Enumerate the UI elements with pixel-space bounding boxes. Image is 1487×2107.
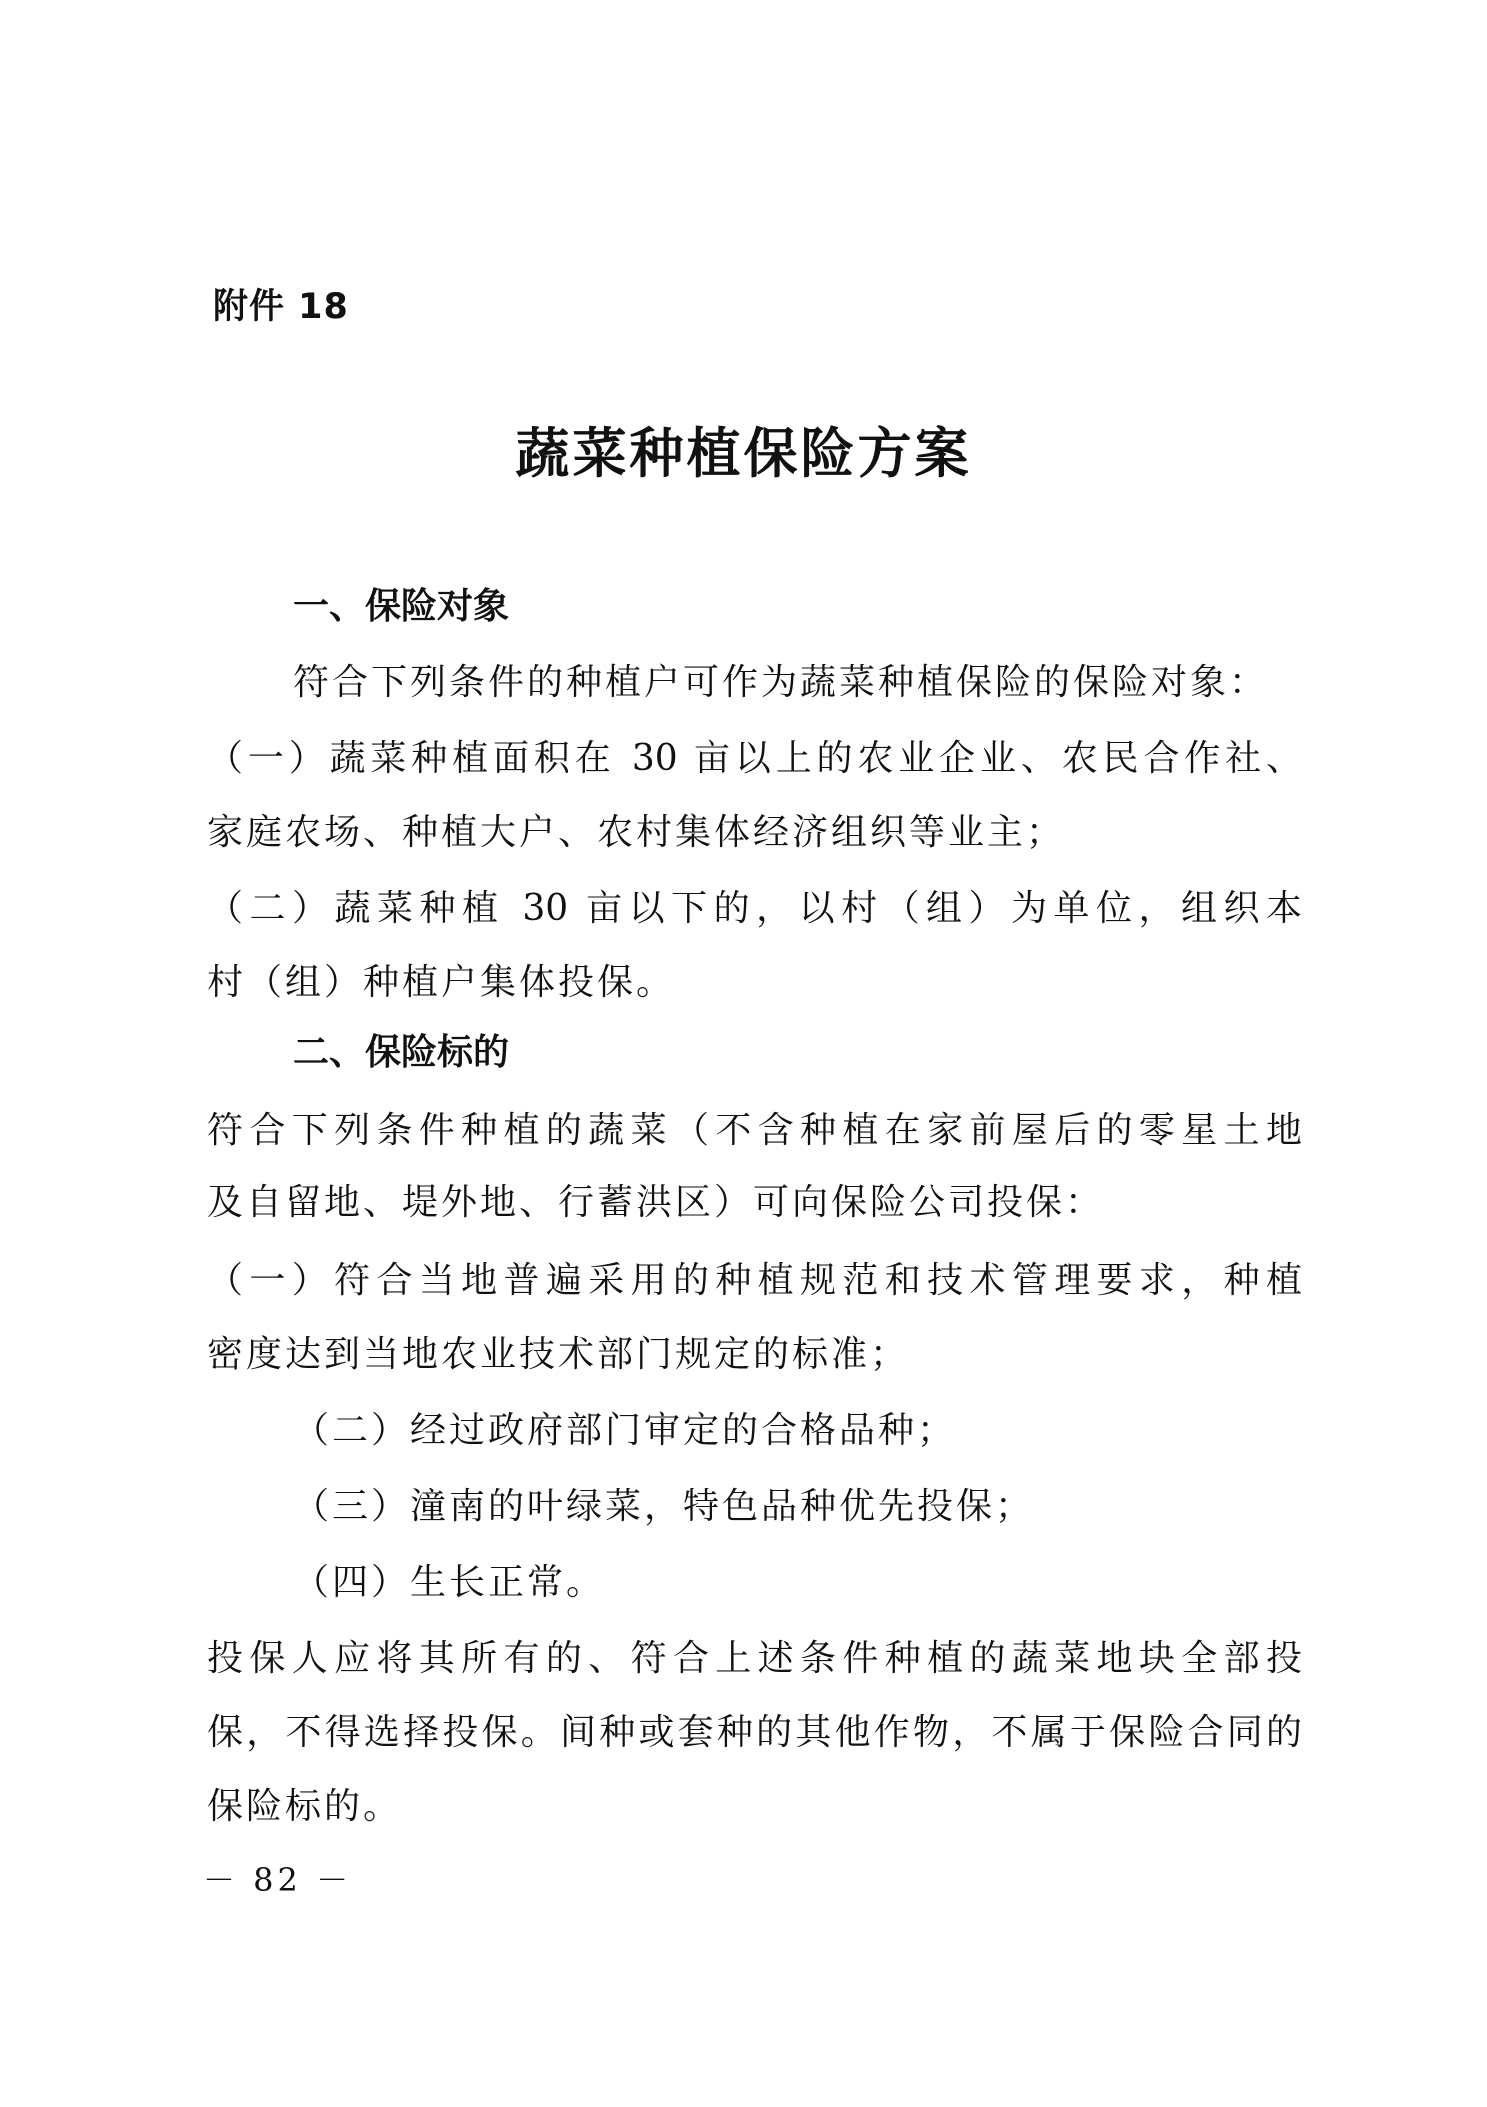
paragraph-line: 密度达到当地农业技术部门规定的标准； bbox=[207, 1334, 910, 1375]
paragraph-line: （二）蔬菜种植 30 亩以下的，以村（组）为单位，组织本 bbox=[207, 888, 1302, 929]
paragraph-line: （一）符合当地普遍采用的种植规范和技术管理要求，种植 bbox=[207, 1260, 1302, 1301]
paragraph-line: 符合下列条件种植的蔬菜（不含种植在家前屋后的零星土地 bbox=[207, 1110, 1302, 1151]
section-heading: 一、保险对象 bbox=[293, 586, 510, 627]
paragraph-line: 符合下列条件的种植户可作为蔬菜种植保险的保险对象： bbox=[293, 662, 1269, 703]
document-title: 蔬菜种植保险方案 bbox=[515, 421, 972, 485]
paragraph-line: 投保人应将其所有的、符合上述条件种植的蔬菜地块全部投 bbox=[207, 1638, 1302, 1679]
paragraph-line: （二）经过政府部门审定的合格品种； bbox=[293, 1410, 957, 1451]
paragraph-line: （一）蔬菜种植面积在 30 亩以上的农业企业、农民合作社、 bbox=[207, 738, 1302, 779]
section-heading: 二、保险标的 bbox=[293, 1032, 510, 1073]
paragraph-line: 家庭农场、种植大户、农村集体经济组织等业主； bbox=[207, 812, 1066, 853]
paragraph-line: （三）潼南的叶绿菜，特色品种优先投保； bbox=[293, 1486, 1035, 1527]
paragraph-line: 保，不得选择投保。间种或套种的其他作物，不属于保险合同的 bbox=[207, 1712, 1302, 1753]
paragraph-line: 及自留地、堤外地、行蓄洪区）可向保险公司投保： bbox=[207, 1182, 1105, 1223]
paragraph-line: （四）生长正常。 bbox=[293, 1562, 606, 1603]
paragraph-line: 保险标的。 bbox=[207, 1786, 403, 1827]
page-number: － 82 － bbox=[203, 1861, 353, 1899]
attachment-label: 附件 18 bbox=[213, 287, 349, 327]
paragraph-line: 村（组）种植户集体投保。 bbox=[207, 962, 676, 1003]
